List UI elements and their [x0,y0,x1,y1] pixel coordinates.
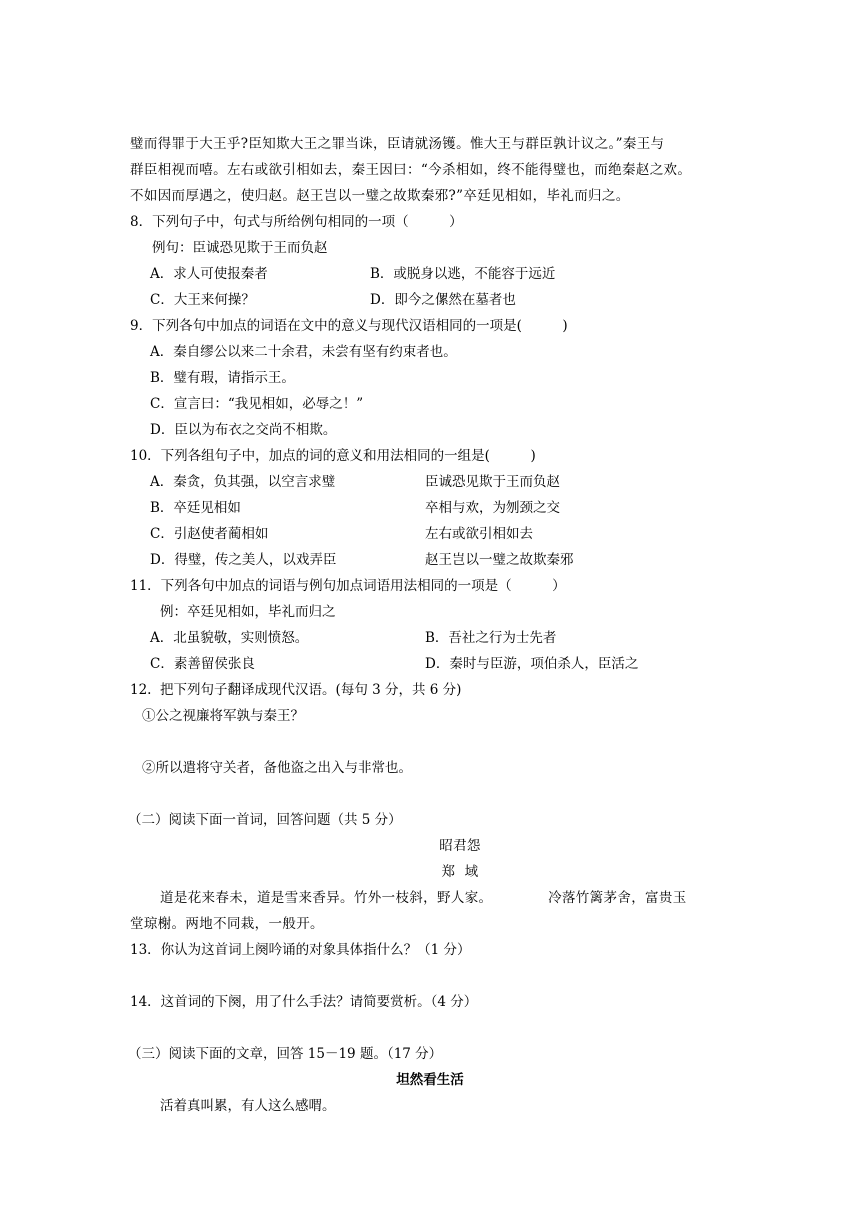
poem-line-2: 堂琼榭。两地不同栽，一般开。 [130,916,324,932]
q8-example: 例句：臣诚恐见欺于王而负赵 [152,240,328,256]
q9-option-b: B．璧有瑕，请指示王。 [150,370,295,386]
q9-option-d: D．臣以为布衣之交尚不相欺。 [150,422,337,438]
poem-line-1: 道是花来春未，道是雪来香异。竹外一枝斜，野人家。 冷落竹篱茅舍，富贵玉 [160,890,687,906]
q8-option-c: C．大王来何操？ [150,292,255,308]
section-2-heading: （二）阅读下面一首词，回答问题（共 5 分） [128,812,402,828]
poem-author: 郑 域 [441,864,479,880]
q12-stem: 12. 把下列句子翻译成现代汉语。(每句 3 分，共 6 分) [130,682,462,698]
q11-option-b: B．吾社之行为士先者 [425,630,557,646]
passage-line-1: 璧而得罪于大王乎?臣知欺大王之罪当诛，臣请就汤镬。惟大王与群臣孰计议之。”秦王与 [130,136,665,152]
q10-row-a-right: 臣诚恐见欺于王而负赵 [425,474,560,490]
q11-option-c: C．素善留侯张良 [150,656,255,672]
q10-row-c-right: 左右或欲引相如去 [425,526,533,542]
q8-stem: 8．下列句子中，句式与所给例句相同的一项（ ） [130,214,463,230]
q14-stem: 14．这首词的下阕，用了什么手法？请简要赏析。（4 分） [130,994,478,1010]
poem-title: 昭君怨 [439,838,481,854]
q10-row-c-left: C．引赵使者蔺相如 [150,526,269,542]
q10-row-d-right: 赵王岂以一璧之故欺秦邪 [425,552,574,568]
article-title: 坦然看生活 [396,1072,464,1088]
q13-stem: 13．你认为这首词上阕吟诵的对象具体指什么？（1 分） [130,942,471,958]
q9-option-c: C．宣言曰：“我见相如，必辱之！” [150,396,364,412]
q11-stem: 11．下列各句中加点的词语与例句加点词语用法相同的一项是（ ） [130,578,566,594]
q11-option-d: D．秦时与臣游，项伯杀人，臣活之 [425,656,639,672]
q12-sentence-2: ②所以遣将守关者，备他盗之出入与非常也。 [142,760,412,776]
q10-row-d-left: D．得璧，传之美人，以戏弄臣 [150,552,337,568]
q8-option-b: B．或脱身以逃，不能容于远近 [370,266,556,282]
article-first-line: 活着真叫累，有人这么感喟。 [160,1098,336,1114]
q12-sentence-1: ①公之视廉将军孰与秦王？ [142,708,304,724]
q10-stem: 10．下列各组句子中，加点的词的意义和用法相同的一组是( ) [130,448,536,464]
q10-row-b-right: 卒相与欢，为刎颈之交 [425,500,560,516]
q10-row-a-left: A．秦贪，负其强，以空言求璧 [150,474,336,490]
q11-example: 例：卒廷见相如，毕礼而归之 [160,604,336,620]
q9-option-a: A．秦自缪公以来二十余君，未尝有坚有约束者也。 [150,344,457,360]
q11-option-a: A．北虽貌敬，实则愤怒。 [150,630,309,646]
q10-row-b-left: B．卒廷见相如 [150,500,241,516]
passage-line-2: 群臣相视而嘻。左右或欲引相如去，秦王因曰：“今杀相如，终不能得璧也，而绝秦赵之欢。 [130,162,692,178]
q8-option-d: D．即今之傫然在墓者也 [370,292,516,308]
section-3-heading: （三）阅读下面的文章，回答 15－19 题。（17 分） [128,1046,443,1062]
passage-line-3: 不如因而厚遇之，使归赵。赵王岂以一璧之故欺秦邪?”卒廷见相如，毕礼而归之。 [130,188,630,204]
q8-option-a: A．求人可使报秦者 [150,266,268,282]
q9-stem: 9．下列各句中加点的词语在文中的意义与现代汉语相同的一项是( ) [130,318,568,334]
